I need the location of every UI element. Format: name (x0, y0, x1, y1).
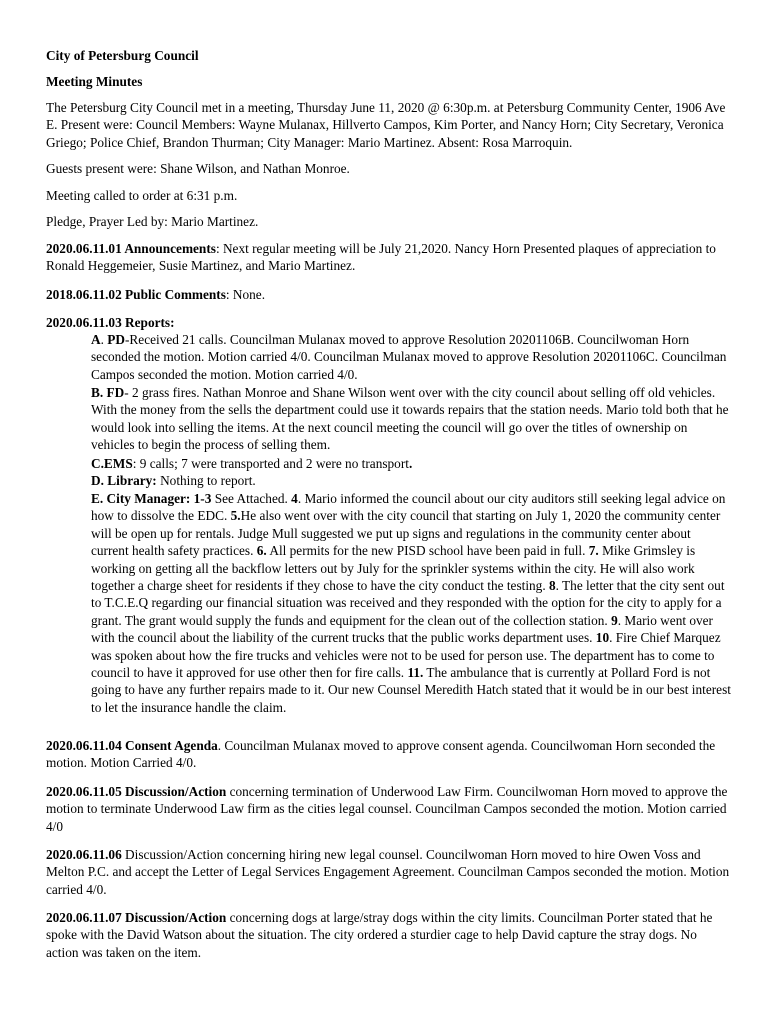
item-label: 2020.06.11.04 Consent Agenda (46, 738, 218, 753)
report-city-manager: E. City Manager: 1-3 See Attached. 4. Mario informed the council about our city auditors still seeking legal advice on how to dissolve the EDC. 5.He also went over with the city council that starting on July 1, 2020 the community center will be open up for rentals. Judge Mull suggested we put up signs and regulations in the community center about current health safety practices. 6. All permits for the new PISD school have been paid in full. 7. Mike Grimsley is working on getting all the backflow letters out by July for the sprinkler systems within the city. He will also work together a charge sheet for residents if they chose to have the city conduct the testing. 8. The letter that the city sent out to T.C.E.Q regarding our financial situation was received and they responded with the option for the city to apply for a grant. The grant would supply the funds and equipment for the clean out of the collection station. 9. Mario went over with the council about the liability of the current trucks that the public works department uses. 10. Fire Chief Marquez was spoken about how the fire trucks and vehicles were not to be used for person use. The department has to come to council to have it approved for use other then for fire calls. 11. The ambulance that is currently at Pollard Ford is not going to have any further repairs made to it. Our new Counsel Meredith Hatch stated that it would be in our best interest to let the insurance handle the claim. (91, 491, 731, 715)
item-public-comments: 2018.06.11.02 Public Comments: None. (46, 287, 266, 302)
guests-line: Guests present were: Shane Wilson, and Nathan Monroe. (46, 161, 350, 176)
report-pd: A. PD-Received 21 calls. Councilman Mulanax moved to approve Resolution 20201106B. Councilwoman Horn seconded the motion. Motion carried 4/0. Councilman Mulanax moved to approve Resolution 20201106C. Councilman Campos seconded the motion. Motion carried 4/0. (91, 332, 727, 382)
called-to-order-line: Meeting called to order at 6:31 p.m. (46, 188, 238, 203)
intro-paragraph: The Petersburg City Council met in a meeting, Thursday June 11, 2020 @ 6:30p.m. at Petersburg Community Center, 1906 Ave E. Present were: Council Members: Wayne Mulanax, Hillverto Campos, Kim Porter, and Nancy Horn; City Secretary, Veronica Griego; Police Chief, Brandon Thurman; City Manager: Mario Martinez. Absent: Rosa Marroquin. (46, 100, 726, 150)
reports-heading: 2020.06.11.03 Reports: (46, 315, 175, 330)
org-heading: City of Petersburg Council (46, 48, 199, 63)
item-label: 2020.06.11.06 (46, 847, 122, 862)
report-library: D. Library: Nothing to report. (91, 473, 256, 488)
pledge-line: Pledge, Prayer Led by: Mario Martinez. (46, 214, 259, 229)
item-label: 2020.06.11.05 Discussion/Action (46, 784, 227, 799)
item-label: 2018.06.11.02 Public Comments (46, 287, 226, 302)
report-ems: C.EMS: 9 calls; 7 were transported and 2 were no transport. (91, 456, 413, 471)
item-consent-agenda: 2020.06.11.04 Consent Agenda. Councilman Mulanax moved to approve consent agenda. Councilwoman Horn seconded the motion. Motion Carried 4/0. (46, 738, 716, 771)
item-stray-dogs: 2020.06.11.07 Discussion/Action concerning dogs at large/stray dogs within the city limits. Councilman Porter stated that he spoke with the David Watson about the situation. The city ordered a sturdier cage to help David capture the stray dogs. No action was taken on the item. (46, 910, 713, 960)
report-fd: B. FD- 2 grass fires. Nathan Monroe and Shane Wilson went over with the city council about selling off old vehicles. With the money from the sells the department could use it towards repairs that the station needs. Mario told both that he would look into selling the items. At the next council meeting the council will go over the titles of ownership on vehicles to begin the process of selling them. (91, 385, 729, 453)
item-legal-counsel: 2020.06.11.06 Discussion/Action concerning hiring new legal counsel. Councilwoman Horn moved to hire Owen Voss and Melton P.C. and accept the Letter of Legal Services Engagement Agreement. Councilman Campos seconded the motion. Motion carried 4/0. (46, 847, 730, 897)
minutes-title: Meeting Minutes (46, 74, 143, 89)
item-label: 2020.06.11.07 Discussion/Action (46, 910, 227, 925)
item-announcements: 2020.06.11.01 Announcements: Next regular meeting will be July 21,2020. Nancy Horn Presented plaques of appreciation to Ronald Heggemeier, Susie Martinez, and Mario Martinez. (46, 241, 716, 274)
item-termination: 2020.06.11.05 Discussion/Action concerning termination of Underwood Law Firm. Councilwoman Horn moved to approve the motion to terminate Underwood Law firm as the cities legal counsel. Councilman Campos seconded the motion. Motion carried 4/0 (46, 784, 728, 834)
item-label: 2020.06.11.01 Announcements (46, 241, 216, 256)
